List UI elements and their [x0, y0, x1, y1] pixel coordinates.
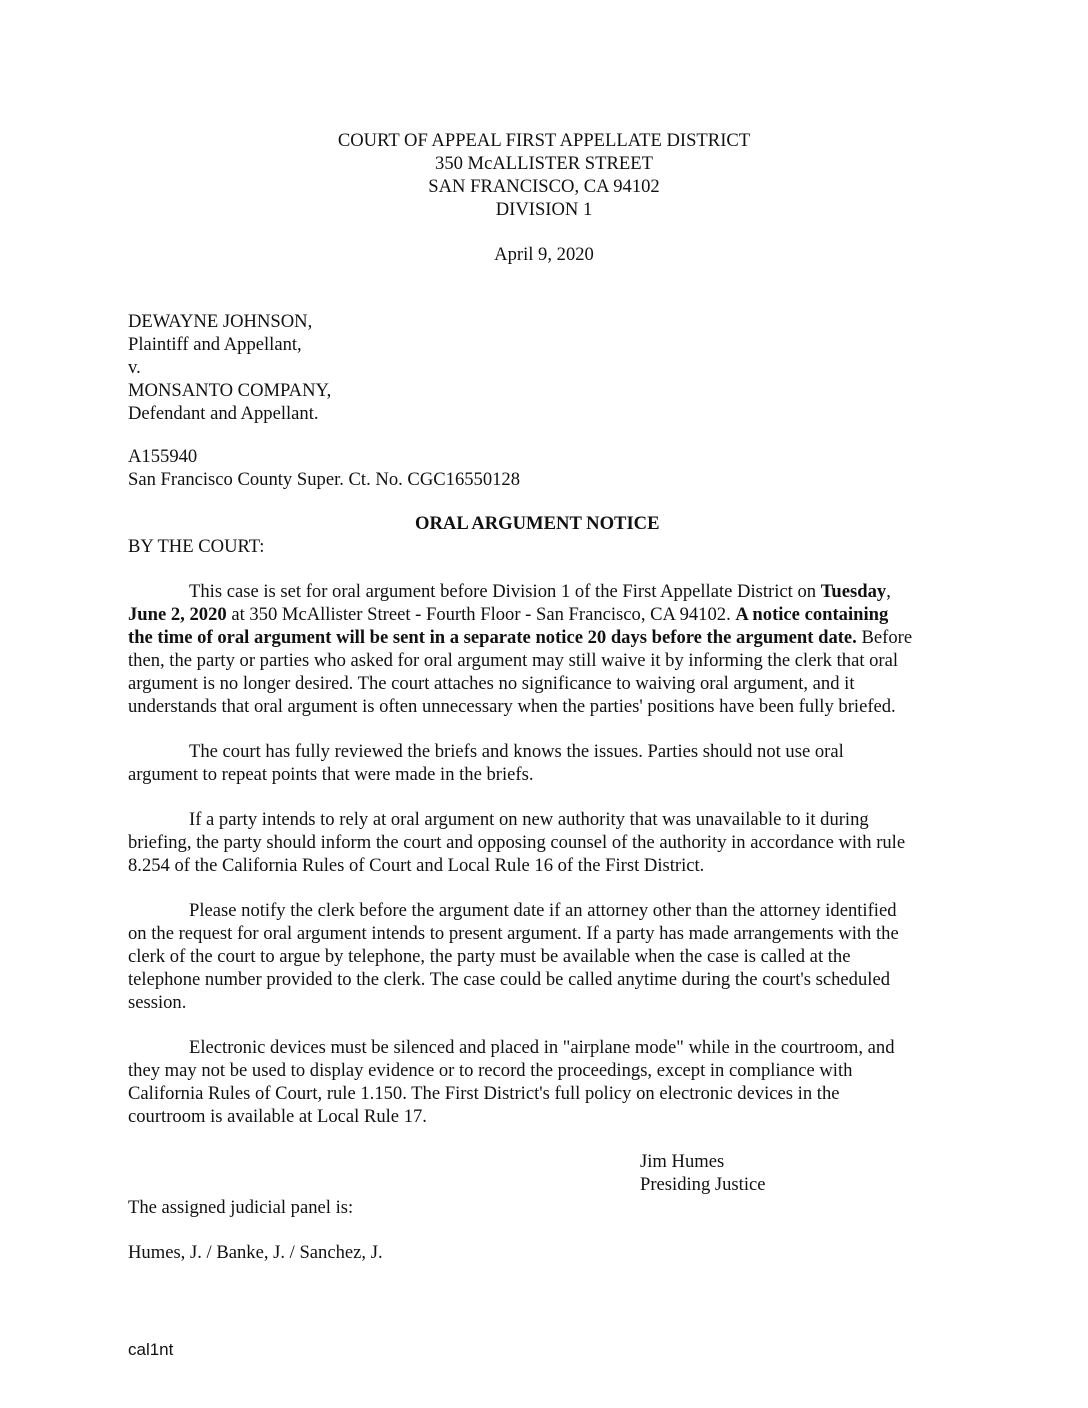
p1-line2: [128, 603, 888, 626]
p4-line2: on the request for oral argument intends to present argument. If a party has made arrangements with the: [128, 923, 899, 944]
p5-line3: California Rules of Court, rule 1.150. The First District's full policy on electronic devices in the: [128, 1083, 840, 1104]
p4-line5: session.: [128, 992, 187, 1013]
p2-line1: The court has fully reviewed the briefs and knows the issues. Parties should not use oral: [189, 741, 844, 762]
p5-line4: courtroom is available at Local Rule 17.: [128, 1106, 427, 1127]
notice-date: April 9, 2020: [494, 244, 594, 265]
case-number: A155940: [128, 446, 198, 467]
p3-line2: briefing, the party should inform the court and opposing counsel of the authority in accordance with rule: [128, 832, 906, 853]
p1-before: Before: [856, 627, 913, 648]
defendant-name: MONSANTO COMPANY,: [128, 380, 332, 401]
by-the-court: BY THE COURT:: [128, 536, 265, 557]
p2-line2: argument to repeat points that were made in the briefs.: [128, 764, 534, 785]
p5-line1: Electronic devices must be silenced and placed in "airplane mode" while in the courtroom, and: [189, 1037, 895, 1058]
p4-line1: Please notify the clerk before the argument date if an attorney other than the attorney identified: [189, 900, 897, 921]
court-name: COURT OF APPEAL FIRST APPELLATE DISTRICT: [337, 130, 751, 151]
p1-line1: [189, 580, 891, 603]
p1-line3: [128, 626, 912, 649]
defendant-role: Defendant and Appellant.: [128, 403, 319, 424]
p4-line4: telephone number provided to the clerk. The case could be called anytime during the court's scheduled: [128, 969, 890, 990]
p3-line1: If a party intends to rely at oral argument on new authority that was unavailable to it during: [189, 809, 869, 830]
signature-name: Jim Humes: [640, 1151, 725, 1172]
panel-label: The assigned judicial panel is:: [128, 1197, 354, 1218]
form-code: cal1nt: [128, 1340, 174, 1359]
court-street: 350 McALLISTER STREET: [435, 153, 653, 174]
p1-notice-rest: the time of oral argument will be sent in a separate notice 20 days before the argument date.: [128, 627, 857, 648]
p1-line1-text: This case is set for oral argument before Division 1 of the First Appellate District on: [189, 581, 821, 602]
court-division: DIVISION 1: [495, 199, 593, 220]
p3-line3: 8.254 of the California Rules of Court and Local Rule 16 of the First District.: [128, 855, 705, 876]
panel-members: Humes, J. / Banke, J. / Sanchez, J.: [128, 1242, 383, 1263]
plaintiff-role: Plaintiff and Appellant,: [128, 334, 302, 355]
plaintiff-name: DEWAYNE JOHNSON,: [128, 311, 313, 332]
p1-comma: ,: [886, 581, 891, 602]
p5-line2: they may not be used to display evidence or to record the proceedings, except in compliance with: [128, 1060, 853, 1081]
p1-day: Tuesday: [820, 581, 887, 602]
p1-notice-start: A notice containing: [735, 604, 889, 625]
signature-title: Presiding Justice: [640, 1174, 766, 1195]
versus: v.: [128, 357, 141, 378]
p1-location: at 350 McAllister Street - Fourth Floor - San Francisco, CA 94102.: [226, 604, 736, 625]
p1-date: June 2, 2020: [128, 604, 227, 625]
p1-line6: understands that oral argument is often unnecessary when the parties' positions have been fully briefed.: [128, 696, 896, 717]
p1-line5: argument is no longer desired. The court attaches no significance to waiving oral argument, and it: [128, 673, 855, 694]
p4-line3: clerk of the court to argue by telephone, the party must be available when the case is called at the: [128, 946, 851, 967]
superior-court-number: San Francisco County Super. Ct. No. CGC16550128: [128, 469, 521, 490]
court-city: SAN FRANCISCO, CA 94102: [428, 176, 660, 197]
notice-title: ORAL ARGUMENT NOTICE: [415, 513, 660, 534]
p1-line4: then, the party or parties who asked for oral argument may still waive it by informing the clerk that oral: [128, 650, 899, 671]
